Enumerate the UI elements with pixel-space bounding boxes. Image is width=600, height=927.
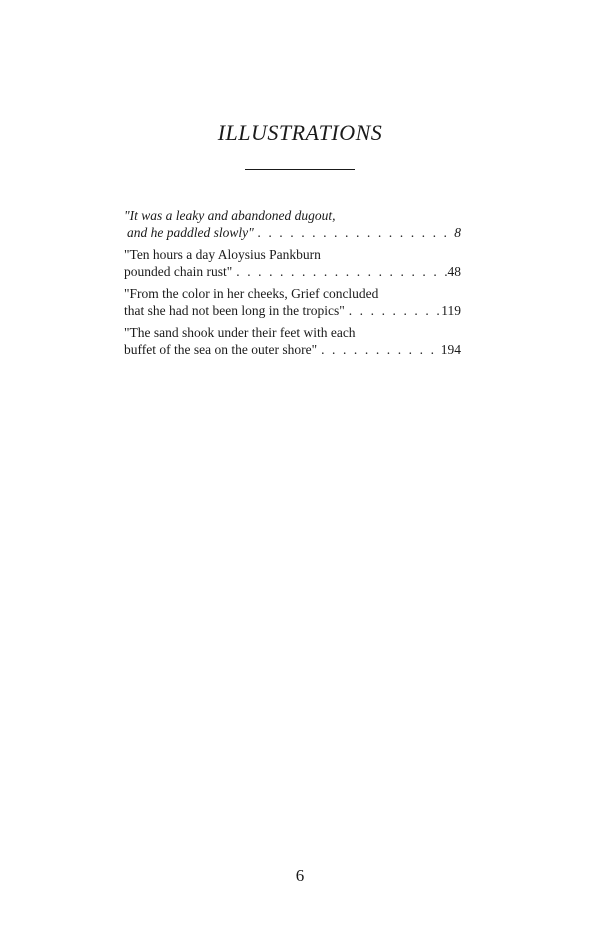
entry-caption-line1: "Ten hours a day Aloysius Pankburn	[124, 247, 321, 262]
illustration-entry-1[interactable]	[124, 207, 461, 241]
entry-caption-line2-row	[124, 341, 461, 358]
entry-caption-line1: "From the color in her cheeks, Grief concluded	[124, 286, 379, 301]
entry-page-number: 48	[447, 264, 461, 279]
page-title: ILLUSTRATIONS	[217, 120, 383, 145]
page-number: 6	[295, 866, 305, 885]
dot-leader	[345, 302, 442, 319]
entry-caption-line2: buffet of the sea on the outer shore"	[124, 342, 318, 357]
entry-caption-line2-row	[124, 302, 461, 319]
entry-caption-line2: and he paddled slowly"	[127, 225, 254, 240]
illustrations-list	[124, 207, 461, 363]
entry-page-number: 8	[454, 225, 461, 240]
entry-caption-line1: "It was a leaky and abandoned dugout,	[124, 208, 336, 223]
entry-page-number: 194	[440, 342, 461, 357]
illustration-entry-4[interactable]	[124, 324, 461, 358]
dot-leader	[232, 263, 447, 280]
entry-caption-line2: pounded chain rust"	[124, 264, 233, 279]
entry-caption-line2: that she had not been long in the tropics"	[124, 303, 345, 318]
illustration-entry-3[interactable]	[124, 285, 461, 319]
entry-caption-line2-row	[124, 224, 461, 241]
entry-caption-line1: "The sand shook under their feet with each	[124, 325, 356, 340]
dot-leader	[254, 224, 454, 241]
title-rule	[245, 169, 355, 170]
illustration-entry-2[interactable]	[124, 246, 461, 280]
entry-caption-line2-row	[124, 263, 461, 280]
entry-page-number: 119	[441, 303, 461, 318]
dot-leader	[317, 341, 441, 358]
